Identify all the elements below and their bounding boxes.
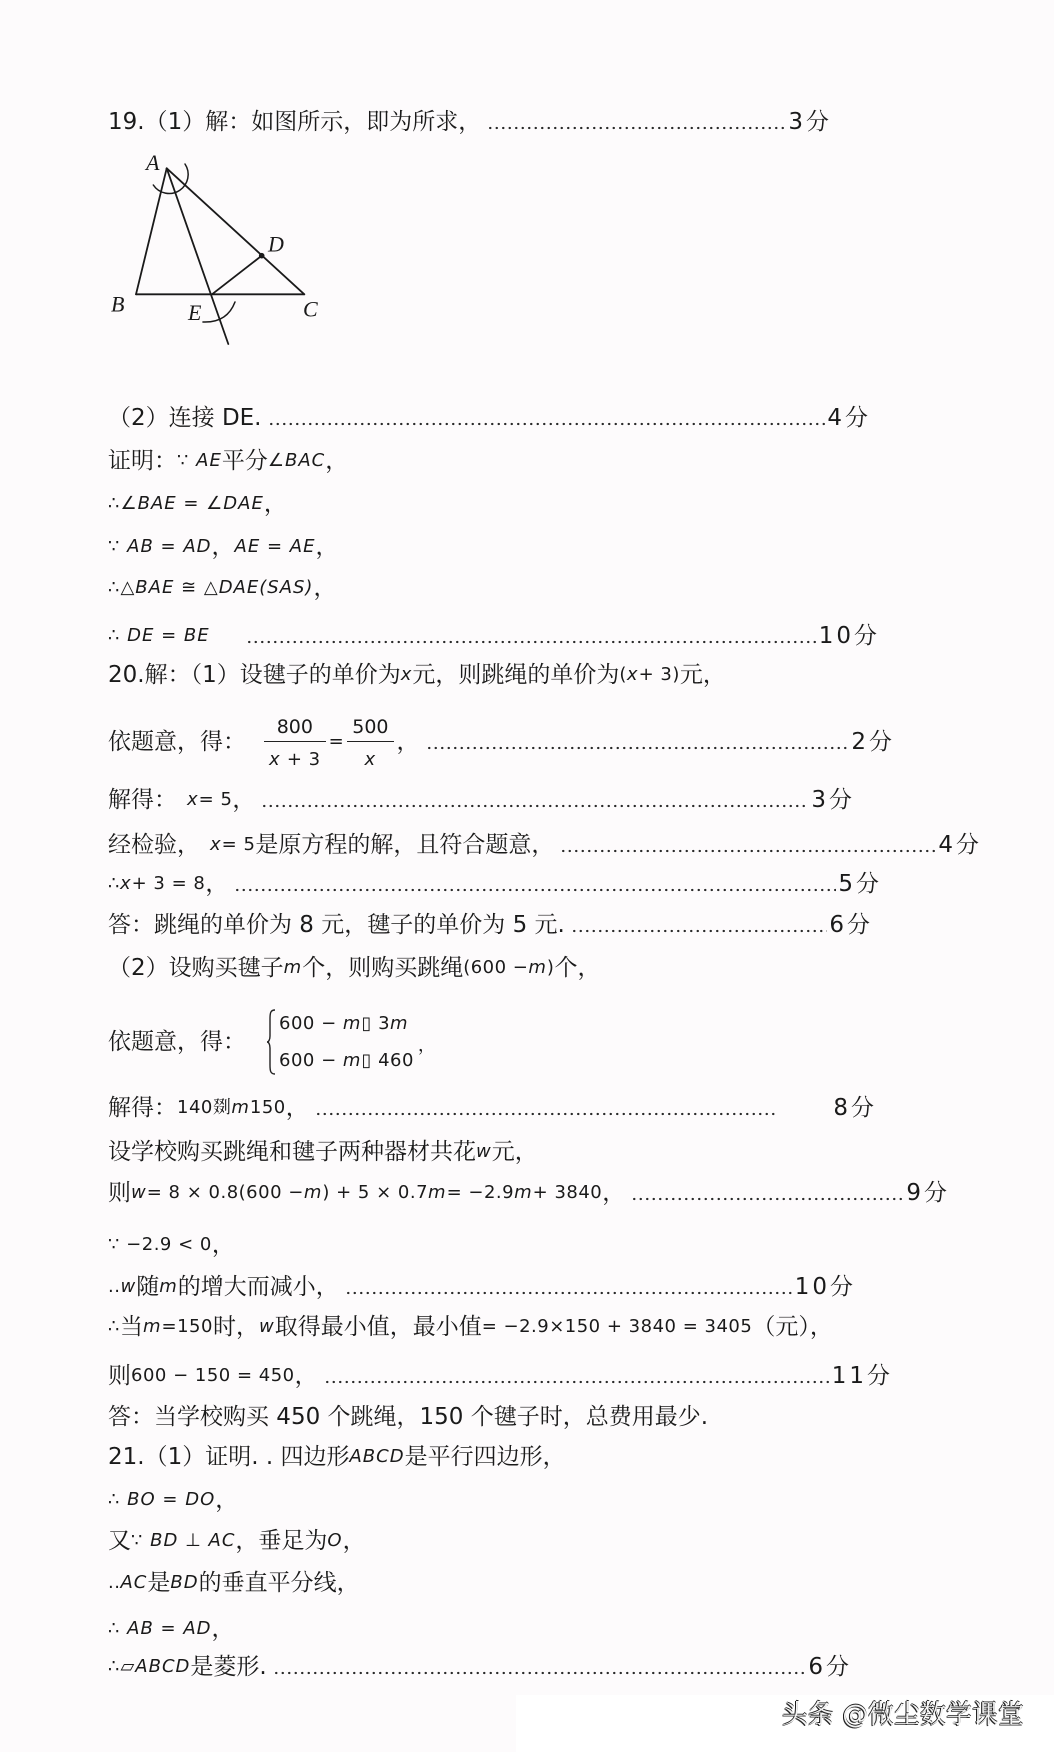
inequality-row (279, 1042, 414, 1079)
q19-conclusion-line (108, 619, 880, 653)
score-label: 6分 (808, 1654, 852, 1680)
text-segment: 又 (108, 1528, 131, 1554)
math-segment: ABCD (349, 1446, 405, 1467)
triangle-construction-figure (100, 140, 340, 360)
score-label: 9分 (906, 1180, 950, 1206)
math-segment: x (210, 834, 222, 855)
fraction-denominator (360, 742, 382, 777)
text-segment: （元）， (752, 1314, 833, 1340)
text-segment: 则 (108, 1363, 131, 1389)
math-segment: ▯ 3 (361, 1013, 391, 1034)
score-label: 8分 (833, 1095, 877, 1121)
text-segment: 答：跳绳的单价为 8 元，毽子的单价为 5 元. (108, 912, 565, 938)
text-segment: 的垂直平分线， (198, 1570, 360, 1596)
math-segment: m (231, 1097, 250, 1118)
fraction-500-over-x (347, 713, 393, 777)
label-b: B (111, 291, 125, 317)
construction-arc-at-e (203, 302, 235, 322)
score-label: 6分 (829, 912, 873, 938)
math-segment: x (400, 664, 413, 685)
q20-answer2-line (108, 1400, 708, 1434)
text-segment: 解得： (108, 1095, 177, 1121)
q20-cost-function-line (108, 1176, 950, 1210)
q20-part1-line (108, 658, 726, 692)
math-segment: AE = AE (234, 536, 316, 557)
text-segment: ， (325, 448, 349, 474)
equals-sign: = (328, 731, 345, 752)
math-segment: m (390, 1013, 409, 1034)
q20-equation-line (108, 716, 895, 770)
q21-conclusion-line (108, 1650, 852, 1684)
math-segment: .. (108, 1276, 121, 1297)
watermark-text: 头条 @微尘数学课堂 (782, 1700, 1025, 1730)
q20-check-line (108, 828, 982, 862)
math-segment: ∠BAC (267, 450, 326, 471)
left-brace-icon (266, 1009, 276, 1075)
math-segment: 600 − (279, 1050, 343, 1071)
score-label: 3分 (811, 787, 855, 813)
dot-leader (261, 804, 809, 808)
text-segment: 当 (119, 1314, 143, 1340)
q20-part2-line (108, 951, 600, 985)
text-segment: 则 (108, 1180, 131, 1206)
text-segment: 随 (136, 1274, 160, 1300)
text-segment: ， (342, 1528, 366, 1554)
text-segment: 的增大而减小， (177, 1274, 339, 1300)
text-segment: （2）设购买毽子 (108, 955, 284, 981)
text-segment: 是原方程的解，且符合题意， (255, 832, 555, 858)
math-segment: + 3) (638, 664, 680, 685)
math-segment: .. (108, 1572, 121, 1593)
math-segment: m (428, 1182, 447, 1203)
math-segment: m (342, 1050, 362, 1071)
math-segment: = 5 (221, 834, 256, 855)
dot-leader (426, 746, 850, 750)
text-segment: 19.（1）解：如图所示，即为所求， (108, 109, 482, 135)
score-label: 3分 (788, 109, 832, 135)
text-segment: 依题意，得： (108, 1029, 246, 1055)
math-segment: = −2.9 (446, 1182, 515, 1203)
math-segment: = 5 (198, 789, 233, 810)
text-segment: 元， (679, 662, 726, 688)
math-segment: x (187, 789, 199, 810)
text-segment: 个， (554, 955, 601, 981)
math-segment: ∵ AE (177, 450, 222, 471)
text-segment: 个，则购买跳绳 (302, 955, 464, 981)
math-segment: 140剟 (177, 1097, 232, 1118)
math-segment: ∴ AB = AD (108, 1618, 212, 1639)
fraction-denominator (264, 742, 326, 777)
math-segment: BD (170, 1572, 199, 1593)
math-segment: w (476, 1141, 492, 1162)
q21-proof-line (108, 1483, 238, 1517)
math-segment: ▯ 460 (361, 1050, 414, 1071)
inequality-row (279, 1005, 414, 1042)
text-segment: ， (313, 575, 337, 601)
math-segment: 600 − (279, 1013, 343, 1034)
text-segment: ， (211, 1232, 235, 1258)
text-segment: ， (205, 871, 229, 897)
fraction-800-over-x-plus-3 (264, 713, 326, 777)
math-segment: + 3 (280, 749, 321, 770)
score-label: 4分 (938, 832, 982, 858)
text-segment: ， (417, 1035, 437, 1056)
math-segment: 600 − 150 = 450 (131, 1365, 295, 1386)
math-segment: m (142, 1316, 162, 1337)
fraction-numerator: 800 (276, 716, 313, 738)
text-segment: ， (396, 729, 420, 755)
text-segment: 经检验， (108, 832, 200, 858)
inequality-system (266, 1005, 436, 1079)
text-segment: ， (232, 787, 256, 813)
score-label: 10分 (794, 1274, 856, 1300)
text-segment: 是平行四边形， (404, 1444, 566, 1470)
math-segment: m (159, 1276, 178, 1297)
point-d-dot (259, 253, 265, 259)
math-segment: ∴ (108, 1316, 120, 1337)
q21-proof-line (108, 1566, 360, 1600)
math-segment: x (119, 873, 132, 894)
math-segment: AC (120, 1572, 148, 1593)
q19-part1-line (108, 105, 832, 139)
dot-leader (234, 888, 836, 892)
text-segment: ， (315, 534, 339, 560)
q20-solve-line (108, 783, 855, 817)
text-segment: ，垂足为 (235, 1528, 328, 1554)
q19-part2-line (108, 401, 871, 435)
math-segment: ) (546, 957, 555, 978)
text-segment: 解得： (108, 787, 177, 813)
q19-proof-line (108, 530, 338, 564)
dot-leader (246, 640, 817, 644)
math-segment: ∴∠BAE = ∠DAE (108, 493, 264, 514)
math-segment: m (303, 1182, 323, 1203)
text-segment: 是菱形. (190, 1654, 267, 1680)
math-segment: x (364, 749, 377, 770)
text-segment: ， (602, 1180, 626, 1206)
q21-proof-line (108, 1524, 366, 1558)
fraction-numerator: 500 (352, 716, 389, 738)
math-segment: x (626, 664, 639, 685)
text-segment: 依题意，得： (108, 729, 246, 755)
dot-leader (273, 1671, 807, 1675)
label-c: C (303, 296, 318, 322)
math-segment: m (283, 957, 303, 978)
math-segment: + 3840 (532, 1182, 603, 1203)
math-segment: ∴ BO = DO (108, 1489, 216, 1510)
math-segment: ∴ DE = BE (108, 625, 210, 646)
dot-leader (487, 126, 786, 130)
q20-answer1-line (108, 908, 873, 942)
math-segment: ∴ (108, 873, 120, 894)
math-segment: = −2.9×150 + 3840 = 3405 (481, 1316, 753, 1337)
q21-proof-line (108, 1612, 235, 1646)
math-segment: ∵ AB = AD (108, 536, 212, 557)
text-segment: （2）连接 DE. (108, 405, 262, 431)
text-segment: ， (285, 1095, 309, 1121)
score-label: 4分 (827, 405, 871, 431)
text-segment: 是 (147, 1570, 171, 1596)
math-segment: =150 (161, 1316, 213, 1337)
system-rows (279, 1005, 414, 1079)
math-segment: ∵ BD ⊥ AC (131, 1530, 236, 1551)
math-segment: x (269, 749, 281, 770)
text-segment: 时， (212, 1314, 259, 1340)
q20-solve2-line (108, 1091, 877, 1125)
q20-inequality-system-line (108, 1013, 437, 1071)
dot-leader (345, 1291, 793, 1295)
math-segment: ( (619, 664, 627, 685)
q19-proof-line (108, 571, 336, 605)
dot-leader (571, 929, 828, 933)
text-segment: 元，则跳绳的单价为 (412, 662, 620, 688)
dot-leader (315, 1112, 779, 1116)
math-segment: + 3 = 8 (131, 873, 206, 894)
q20-minimum-line (108, 1310, 833, 1344)
text-segment: ， (211, 534, 235, 560)
math-segment: ∴▱ABCD (108, 1656, 191, 1677)
math-segment: 150 (249, 1097, 286, 1118)
score-label: 10分 (818, 623, 880, 649)
segment-de (212, 256, 262, 295)
q20-count-line (108, 1359, 893, 1393)
text-segment: ， (294, 1363, 318, 1389)
math-segment: w (258, 1316, 275, 1337)
q20-monotonic-line (108, 1270, 856, 1304)
math-segment: m (514, 1182, 533, 1203)
math-segment: m (528, 957, 547, 978)
score-label: 2分 (851, 729, 895, 755)
math-segment: (600 − (463, 957, 529, 978)
text-segment: ， (263, 491, 287, 517)
text-segment: 元， (491, 1139, 538, 1165)
text-segment: 平分 (221, 448, 268, 474)
q20-result-line (108, 867, 882, 901)
dot-leader (324, 1380, 830, 1384)
score-label: 5分 (838, 871, 882, 897)
math-segment: w (120, 1276, 137, 1297)
side-ab (136, 168, 167, 294)
q19-proof-line (108, 487, 287, 521)
text-segment: 21.（1）证明. . 四边形 (108, 1444, 350, 1470)
dot-leader (631, 1197, 904, 1201)
math-segment: ∵ −2.9 < 0 (108, 1234, 212, 1255)
q19-proof-line (108, 444, 348, 478)
text-segment: 20.解：（1）设毽子的单价为 (108, 662, 401, 688)
text-segment: ， (211, 1616, 235, 1642)
math-segment: m (342, 1013, 362, 1034)
math-segment: w (131, 1182, 147, 1203)
math-segment: ∴△BAE ≅ △DAE(SAS) (108, 577, 314, 598)
math-segment: = 8 × 0.8(600 − (146, 1182, 304, 1203)
label-a: A (146, 150, 160, 175)
score-label: 11分 (831, 1363, 893, 1389)
math-segment: O (327, 1530, 343, 1551)
text-segment: 答：当学校购买 450 个跳绳，150 个毽子时，总费用最少. (108, 1404, 709, 1430)
q20-slope-line (108, 1228, 235, 1262)
dot-leader (268, 422, 826, 426)
label-d: D (268, 231, 284, 257)
q20-cost-def-line (108, 1135, 538, 1169)
label-e: E (188, 300, 202, 325)
text-segment: ， (215, 1487, 239, 1513)
q21-proof-line (108, 1440, 566, 1474)
text-segment: 证明： (108, 448, 177, 474)
text-segment: 设学校购买跳绳和毽子两种器材共花 (108, 1139, 476, 1165)
dot-leader (560, 849, 936, 853)
text-segment: 取得最小值，最小值 (274, 1314, 482, 1340)
math-segment: ) + 5 × 0.7 (322, 1182, 429, 1203)
